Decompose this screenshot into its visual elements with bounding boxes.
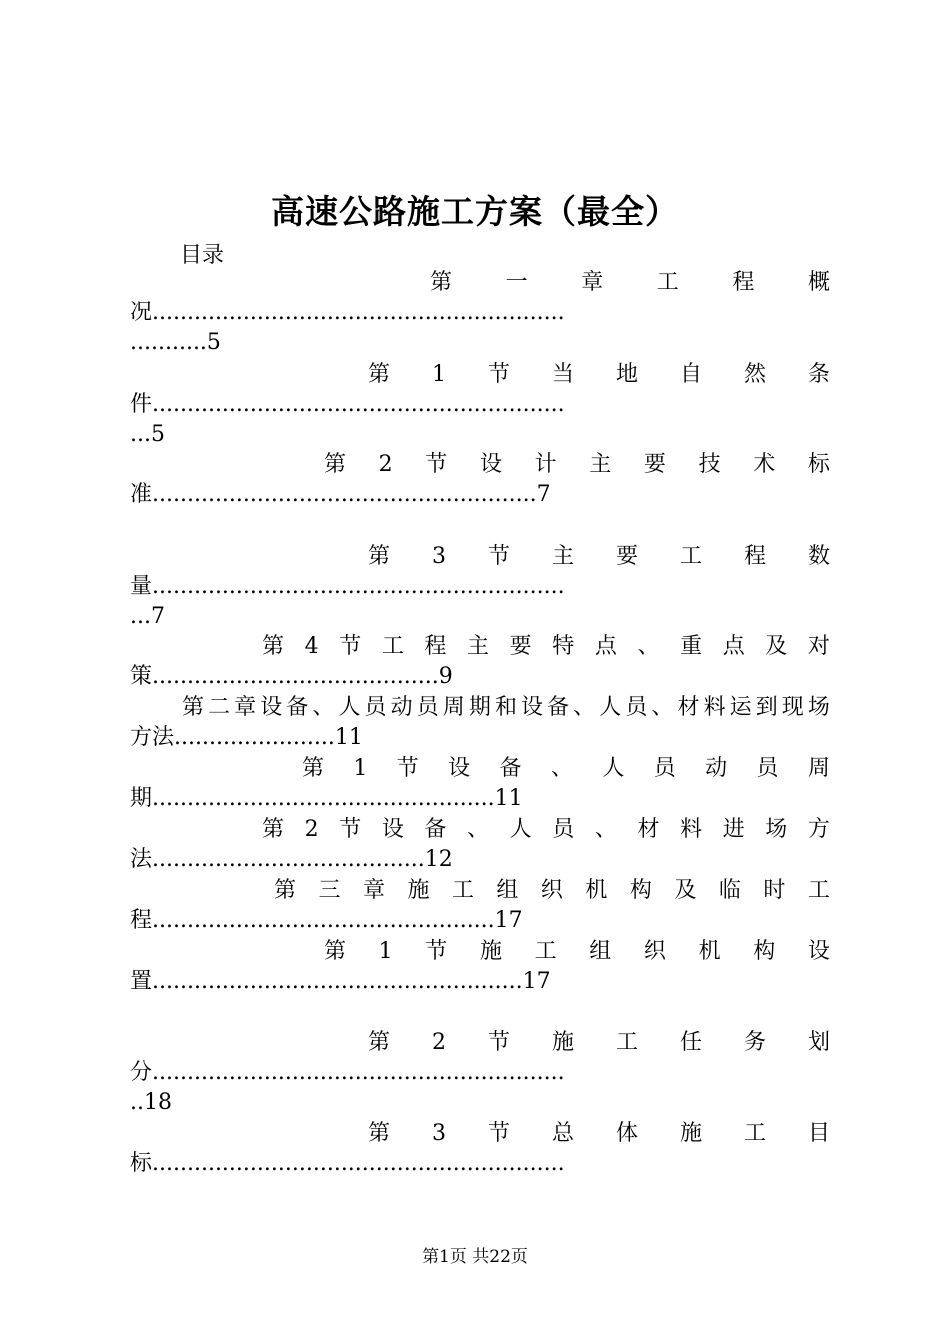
toc-entry-leader: 期.................................................11	[130, 786, 523, 811]
toc-entry-title: 第 1 节 当 地 自 然 条	[368, 362, 830, 387]
toc-heading: 目录	[180, 243, 225, 268]
document-title: 高速公路施工方案（最全）	[271, 192, 679, 231]
toc-entry-leader: 分...........................................................	[130, 1060, 565, 1085]
toc-entry-title: 第 3 节 主 要 工 程 数	[368, 544, 830, 569]
toc-entry-title: 第 2 节 设 计 主 要 技 术 标	[324, 452, 830, 477]
toc-entry-title: 第 1 节 施 工 组 织 机 构 设	[324, 939, 830, 964]
toc-entry-leader: 方法.......................11	[130, 725, 363, 750]
toc-entry-leader: 标...........................................................	[130, 1151, 565, 1176]
toc-entry-leader: 准.......................................................7	[130, 482, 551, 507]
toc-entry-title: 第 4 节 工 程 主 要 特 点 、 重 点 及 对	[262, 634, 830, 659]
toc-entry-leader: 量...........................................................	[130, 574, 565, 599]
toc-entry-page: ...........5	[130, 330, 221, 355]
toc-entry-page: ..18	[130, 1090, 172, 1115]
toc-entry-leader: 况...........................................................	[130, 300, 565, 325]
page-footer: 第1页 共22页	[422, 1247, 528, 1267]
toc-entry-leader: 程.................................................17	[130, 908, 523, 933]
toc-entry-title: 第 2 节 施 工 任 务 划	[368, 1030, 830, 1055]
toc-entry-title: 第 3 节 总 体 施 工 目	[368, 1121, 830, 1146]
toc-entry-leader: 法.......................................12	[130, 847, 453, 872]
toc-entry-leader: 置.....................................................17	[130, 969, 551, 994]
toc-entry-title: 第 一 章 工 程 概	[430, 270, 830, 295]
toc-entry-leader: 件...........................................................	[130, 392, 565, 417]
toc-entry-leader: 策.........................................9	[130, 664, 453, 689]
toc-entry-title: 第 1 节 设 备 、 人 员 动 员 周	[302, 756, 830, 781]
toc-entry-page: ...5	[130, 422, 165, 447]
toc-entry-page: ...7	[130, 604, 165, 629]
toc-entry-title: 第 二 章 设 备 、 人 员 动 员 周 期 和 设 备 、 人 员 、 材 料 运 到 现 场	[182, 695, 830, 720]
toc-entry-title: 第 2 节 设 备 、 人 员 、 材 料 进 场 方	[262, 817, 830, 842]
toc-entry-title: 第 三 章 施 工 组 织 机 构 及 临 时 工	[274, 878, 830, 903]
